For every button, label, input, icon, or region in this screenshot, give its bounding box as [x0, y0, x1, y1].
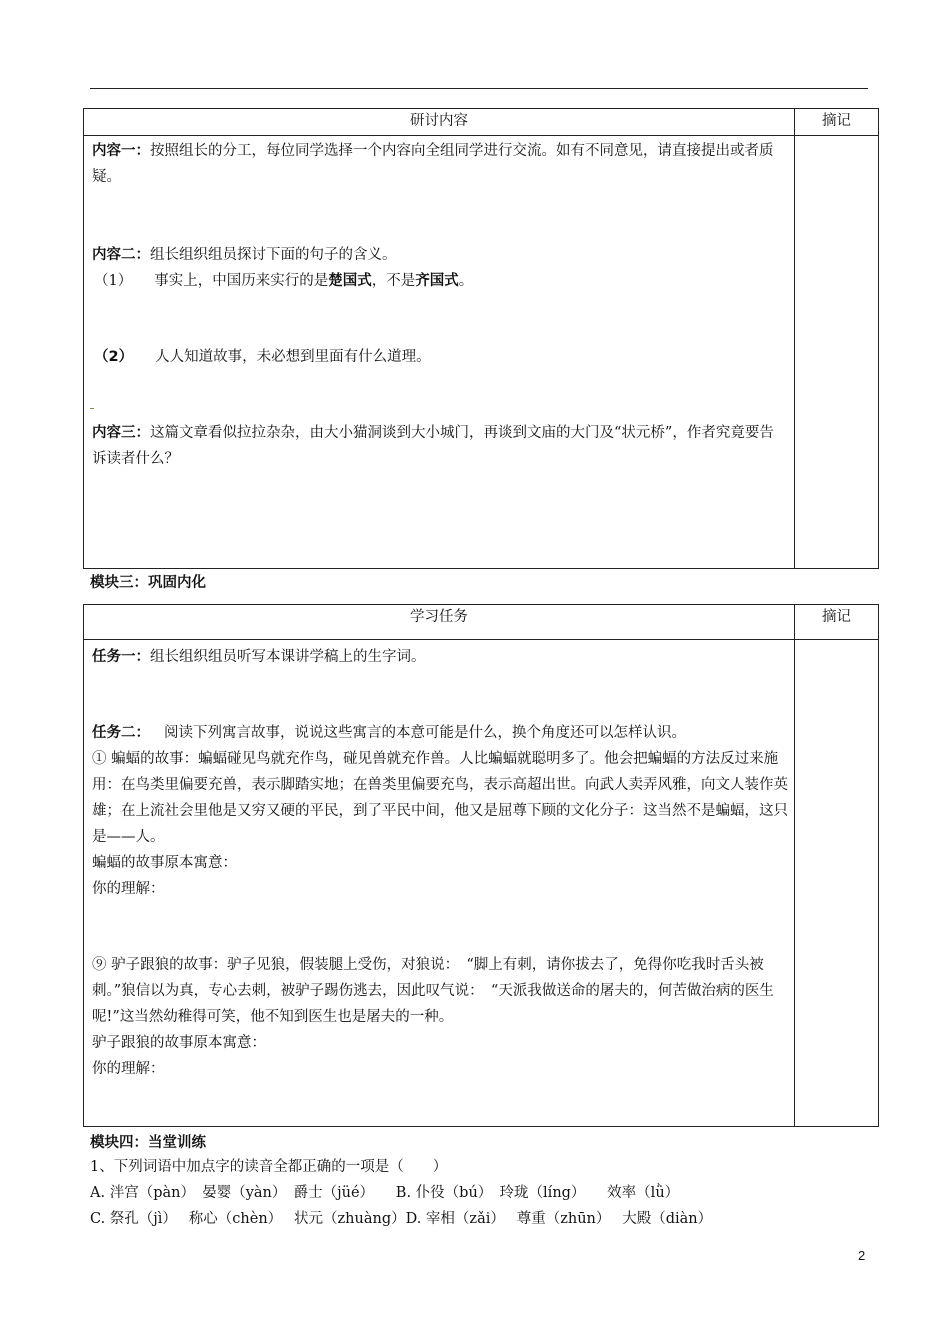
- task-one-label: 任务一：: [92, 649, 150, 665]
- sentence-one: [94, 268, 788, 294]
- bat-story: ① 蝙蝠的故事：蝙蝠碰见鸟就充作鸟，碰见兽就充作兽。人比蝙蝠就聪明多了。他会把蝙蝠的方法反过来施用：在鸟类里偏要充兽，表示脚踏实地；在兽类里偏要充鸟，表示高超出世。向武人卖弄风雅，向文人装作英雄；在上流社会里他是又穷又硬的平民，到了平民中间，他又是屈尊下顾的文化分子：这当然不是蝙蝠，这只是——人。: [92, 751, 788, 845]
- discussion-notes-cell: [795, 136, 879, 569]
- task-two-label: 任务二：: [92, 725, 150, 741]
- discussion-content-cell: [84, 136, 795, 569]
- donkey-wolf-story: ⑨ 驴子跟狼的故事：驴子见狼，假装腿上受伤，对狼说： “脚上有刺，请你拔去了，免得你吃我时舌头被刺。”狼信以为真，专心去刺，被驴子踢伤逃去，因此叹气说： “天派我做送命的屠夫的，何苦做治病的医生呢!”这当然幼稚得可笑，他不知到医生也是屠夫的一种。: [92, 957, 774, 1025]
- sentence-two-text: 人人知道故事，未必想到里面有什么道理。: [155, 349, 431, 365]
- sentence-one-end: 。: [458, 273, 474, 289]
- task-two: [92, 720, 788, 746]
- donkey-your-understanding: 你的理解：: [92, 1061, 165, 1077]
- header-rule: [90, 88, 868, 89]
- content-one-label: 内容一：: [92, 143, 150, 159]
- question-one-options-ab: A. 泮宫（pàn） 晏婴（yàn） 爵士（jüé） B. 仆役（bú） 玲珑（líng） 效率（lǜ）: [90, 1185, 680, 1201]
- content-one: [92, 138, 788, 190]
- donkey-original-meaning: 驴子跟狼的故事原本寓意：: [92, 1035, 266, 1051]
- sentence-one-pre: 事实上，中国历来实行的是: [154, 273, 329, 289]
- column-header-notes-2: 摘记: [795, 605, 879, 640]
- sentence-one-mid: ，不是: [371, 273, 416, 289]
- sentence-one-bold-chu: 楚国式: [328, 273, 372, 289]
- sentence-one-bold-qi: 齐国式: [415, 273, 459, 289]
- bat-original-meaning: 蝙蝠的故事原本寓意：: [92, 855, 237, 871]
- task-table: [83, 604, 879, 1127]
- content-two-text: 组长组织组员探讨下面的句子的含义。: [150, 247, 397, 263]
- discussion-table: [83, 108, 879, 569]
- task-content-cell: [84, 640, 795, 1127]
- task-one: [92, 644, 788, 670]
- sentence-one-number: （1）: [94, 273, 133, 289]
- column-header-tasks: 学习任务: [84, 605, 795, 640]
- task-one-text: 组长组织组员听写本课讲学稿上的生字词。: [150, 649, 426, 665]
- task-notes-cell: [795, 640, 879, 1127]
- column-header-content: 研讨内容: [84, 109, 795, 136]
- content-three-label: 内容三：: [92, 425, 150, 441]
- page-number: 2: [858, 1248, 866, 1263]
- content-two: [92, 242, 788, 268]
- content-three: [92, 420, 788, 472]
- module-four-heading: 模块四：当堂训练: [90, 1135, 206, 1151]
- task-two-text: 阅读下列寓言故事，说说这些寓言的本意可能是什么，换个角度还可以怎样认识。: [164, 725, 686, 741]
- question-one: 1、下列词语中加点字的读音全都正确的一项是（ ）: [90, 1159, 448, 1175]
- sentence-two: [94, 344, 788, 370]
- content-two-label: 内容二：: [92, 247, 150, 263]
- module-three-heading: 模块三：巩固内化: [90, 575, 206, 591]
- content-one-text: 按照组长的分工，每位同学选择一个内容向全组同学进行交流。如有不同意见，请直接提出或者质疑。: [92, 143, 774, 185]
- content-three-text: 这篇文章看似拉拉杂杂，由大小猫洞谈到大小城门，再谈到文庙的大门及“状元桥”，作者究竟要告诉读者什么？: [92, 425, 774, 467]
- stray-mark: [90, 408, 94, 409]
- column-header-notes: 摘记: [795, 109, 879, 136]
- bat-your-understanding: 你的理解：: [92, 881, 165, 897]
- question-one-options-cd: C. 祭孔（jì） 称心（chèn） 状元（zhuàng）D. 宰相（zǎi） 尊重（zhūn） 大殿（diàn）: [90, 1211, 713, 1227]
- sentence-two-number: （2）: [94, 349, 134, 365]
